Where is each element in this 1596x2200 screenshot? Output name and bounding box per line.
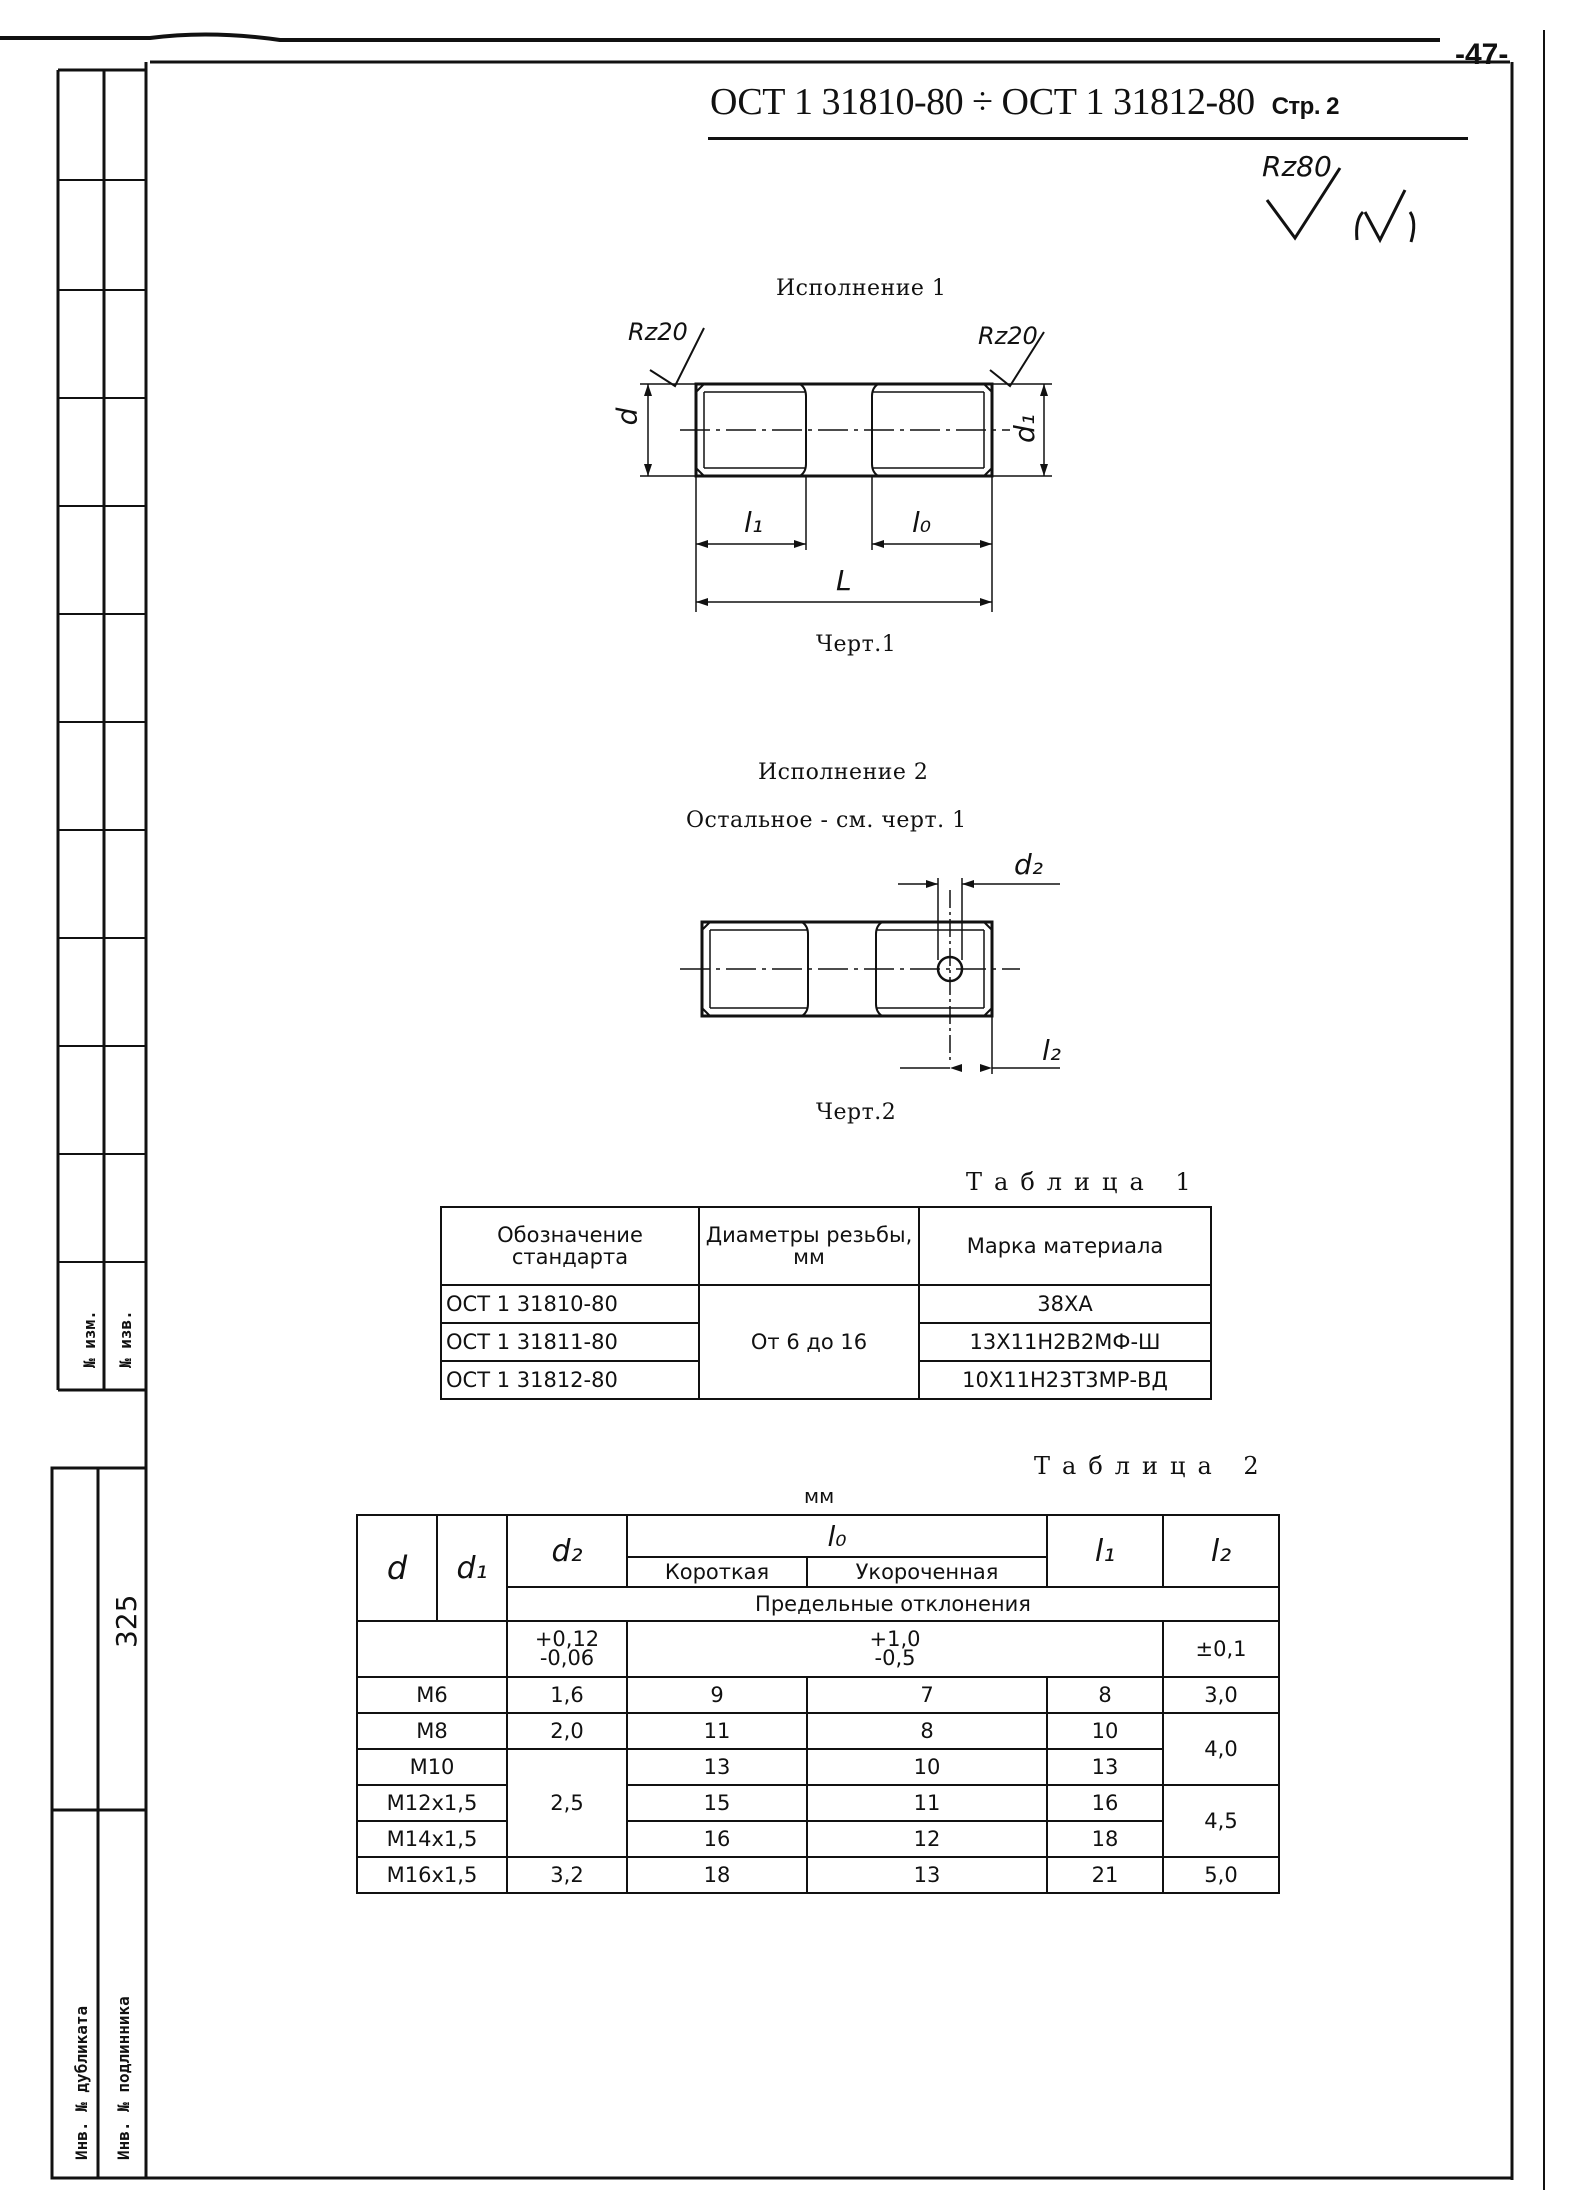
document-header <box>710 80 1339 124</box>
materials-table <box>440 1206 1212 1400</box>
header-l1: l₁ <box>1047 1515 1163 1587</box>
d2-tolerance-minus: -0,06 <box>539 1646 595 1670</box>
dim-L: L <box>836 564 852 597</box>
short-cell: 15 <box>627 1785 807 1821</box>
header-d1: d₁ <box>437 1515 507 1621</box>
l1-cell: 10 <box>1047 1713 1163 1749</box>
l2-cell: 5,0 <box>1163 1857 1279 1893</box>
d2-cell: 2,0 <box>507 1713 627 1749</box>
table-row <box>357 1677 1279 1713</box>
table-row <box>357 1821 1279 1857</box>
variant2-note: Остальное - см. черт. 1 <box>686 808 967 833</box>
thread-cell: M16x1,5 <box>357 1857 507 1893</box>
diameter-range-cell: От 6 до 16 <box>699 1285 919 1399</box>
short-cell: 13 <box>627 1749 807 1785</box>
table1-caption: Таблица 1 <box>966 1168 1203 1196</box>
header-deviations: Предельные отклонения <box>507 1587 1279 1621</box>
l0-tolerance-plus: +1,0 <box>869 1627 921 1651</box>
table-row <box>357 1785 1279 1821</box>
thread-cell: M6 <box>357 1677 507 1713</box>
dim-d2: d₂ <box>1014 848 1043 881</box>
l0-tolerance-minus: -0,5 <box>874 1646 916 1670</box>
standard-title: ОСТ 1 31810-80 ÷ ОСТ 1 31812-80 <box>710 81 1255 123</box>
dim-l0: l₀ <box>912 506 932 539</box>
table-row <box>357 1713 1279 1749</box>
d2-tolerance <box>507 1621 627 1677</box>
thread-cell: M10 <box>357 1749 507 1785</box>
header-shortened: Укороченная <box>807 1557 1047 1587</box>
shortened-cell: 12 <box>807 1821 1047 1857</box>
change-number-label: № изм. <box>80 1310 99 1368</box>
thread-cell: M14x1,5 <box>357 1821 507 1857</box>
original-inventory-label: Инв. № подлинника <box>114 1996 133 2160</box>
standard-cell: ОСТ 1 31811-80 <box>441 1323 699 1361</box>
d2-cell: 3,2 <box>507 1857 627 1893</box>
header-l0: l₀ <box>627 1515 1047 1557</box>
drawing1-caption: Черт.1 <box>816 632 897 657</box>
notice-number-label: № изв. <box>116 1310 135 1368</box>
thread-cell: M12x1,5 <box>357 1785 507 1821</box>
shortened-cell: 13 <box>807 1857 1047 1893</box>
header-d: d <box>357 1515 437 1621</box>
short-cell: 11 <box>627 1713 807 1749</box>
stud-drawing-2 <box>670 860 1090 1090</box>
l2-cell: 4,0 <box>1163 1713 1279 1785</box>
table-row <box>357 1749 1279 1785</box>
header-underline <box>708 137 1468 140</box>
table-row <box>357 1857 1279 1893</box>
variant2-title: Исполнение 2 <box>758 760 929 785</box>
shortened-cell: 8 <box>807 1713 1047 1749</box>
l2-cell: 4,5 <box>1163 1785 1279 1857</box>
dim-l1: l₁ <box>744 506 764 539</box>
short-cell: 16 <box>627 1821 807 1857</box>
l1-cell: 21 <box>1047 1857 1163 1893</box>
roughness-symbol-icon <box>1265 160 1425 250</box>
table2-unit: мм <box>804 1484 835 1508</box>
variant1-right-roughness: Rz20 <box>978 322 1038 350</box>
dim-d: d <box>610 407 644 426</box>
shortened-cell: 10 <box>807 1749 1047 1785</box>
header-material: Марка материала <box>919 1207 1211 1285</box>
d2-cell: 2,5 <box>507 1749 627 1857</box>
shortened-cell: 11 <box>807 1785 1047 1821</box>
drawing2-caption: Черт.2 <box>816 1100 897 1125</box>
l0-tolerance <box>627 1621 1163 1677</box>
page-label: Стр. 2 <box>1271 93 1340 120</box>
material-cell: 10Х11Н23Т3МР-ВД <box>919 1361 1211 1399</box>
thread-cell: M8 <box>357 1713 507 1749</box>
dim-d1: d₁ <box>1008 414 1041 443</box>
table2-caption: Таблица 2 <box>1034 1452 1271 1480</box>
standard-cell: ОСТ 1 31810-80 <box>441 1285 699 1323</box>
roughness-main-label: Rz80 <box>1262 150 1332 183</box>
duplicate-inventory-label: Инв. № дубликата <box>72 2005 91 2160</box>
tolerance-blank-cell <box>357 1621 507 1677</box>
page-number: -47- <box>1455 38 1509 71</box>
dim-l2: l₂ <box>1042 1034 1062 1067</box>
l1-cell: 16 <box>1047 1785 1163 1821</box>
header-thread-diameter: Диаметры резьбы, мм <box>699 1207 919 1285</box>
header-standard: Обозначение стандарта <box>441 1207 699 1285</box>
shortened-cell: 7 <box>807 1677 1047 1713</box>
standard-cell: ОСТ 1 31812-80 <box>441 1361 699 1399</box>
l1-cell: 13 <box>1047 1749 1163 1785</box>
l1-cell: 8 <box>1047 1677 1163 1713</box>
d2-tolerance-plus: +0,12 <box>534 1627 600 1651</box>
dimensions-table <box>356 1514 1280 1894</box>
short-cell: 18 <box>627 1857 807 1893</box>
l2-cell: 3,0 <box>1163 1677 1279 1713</box>
material-cell: 38ХА <box>919 1285 1211 1323</box>
stamp-number: 325 <box>110 1594 143 1648</box>
table-row <box>441 1285 1211 1323</box>
d2-cell: 1,6 <box>507 1677 627 1713</box>
variant1-left-roughness: Rz20 <box>628 318 688 346</box>
header-d2: d₂ <box>507 1515 627 1587</box>
l1-cell: 18 <box>1047 1821 1163 1857</box>
header-l2: l₂ <box>1163 1515 1279 1587</box>
material-cell: 13Х11Н2В2МФ-Ш <box>919 1323 1211 1361</box>
variant1-title: Исполнение 1 <box>776 276 947 301</box>
short-cell: 9 <box>627 1677 807 1713</box>
header-short: Короткая <box>627 1557 807 1587</box>
l2-tolerance: ±0,1 <box>1163 1621 1279 1677</box>
